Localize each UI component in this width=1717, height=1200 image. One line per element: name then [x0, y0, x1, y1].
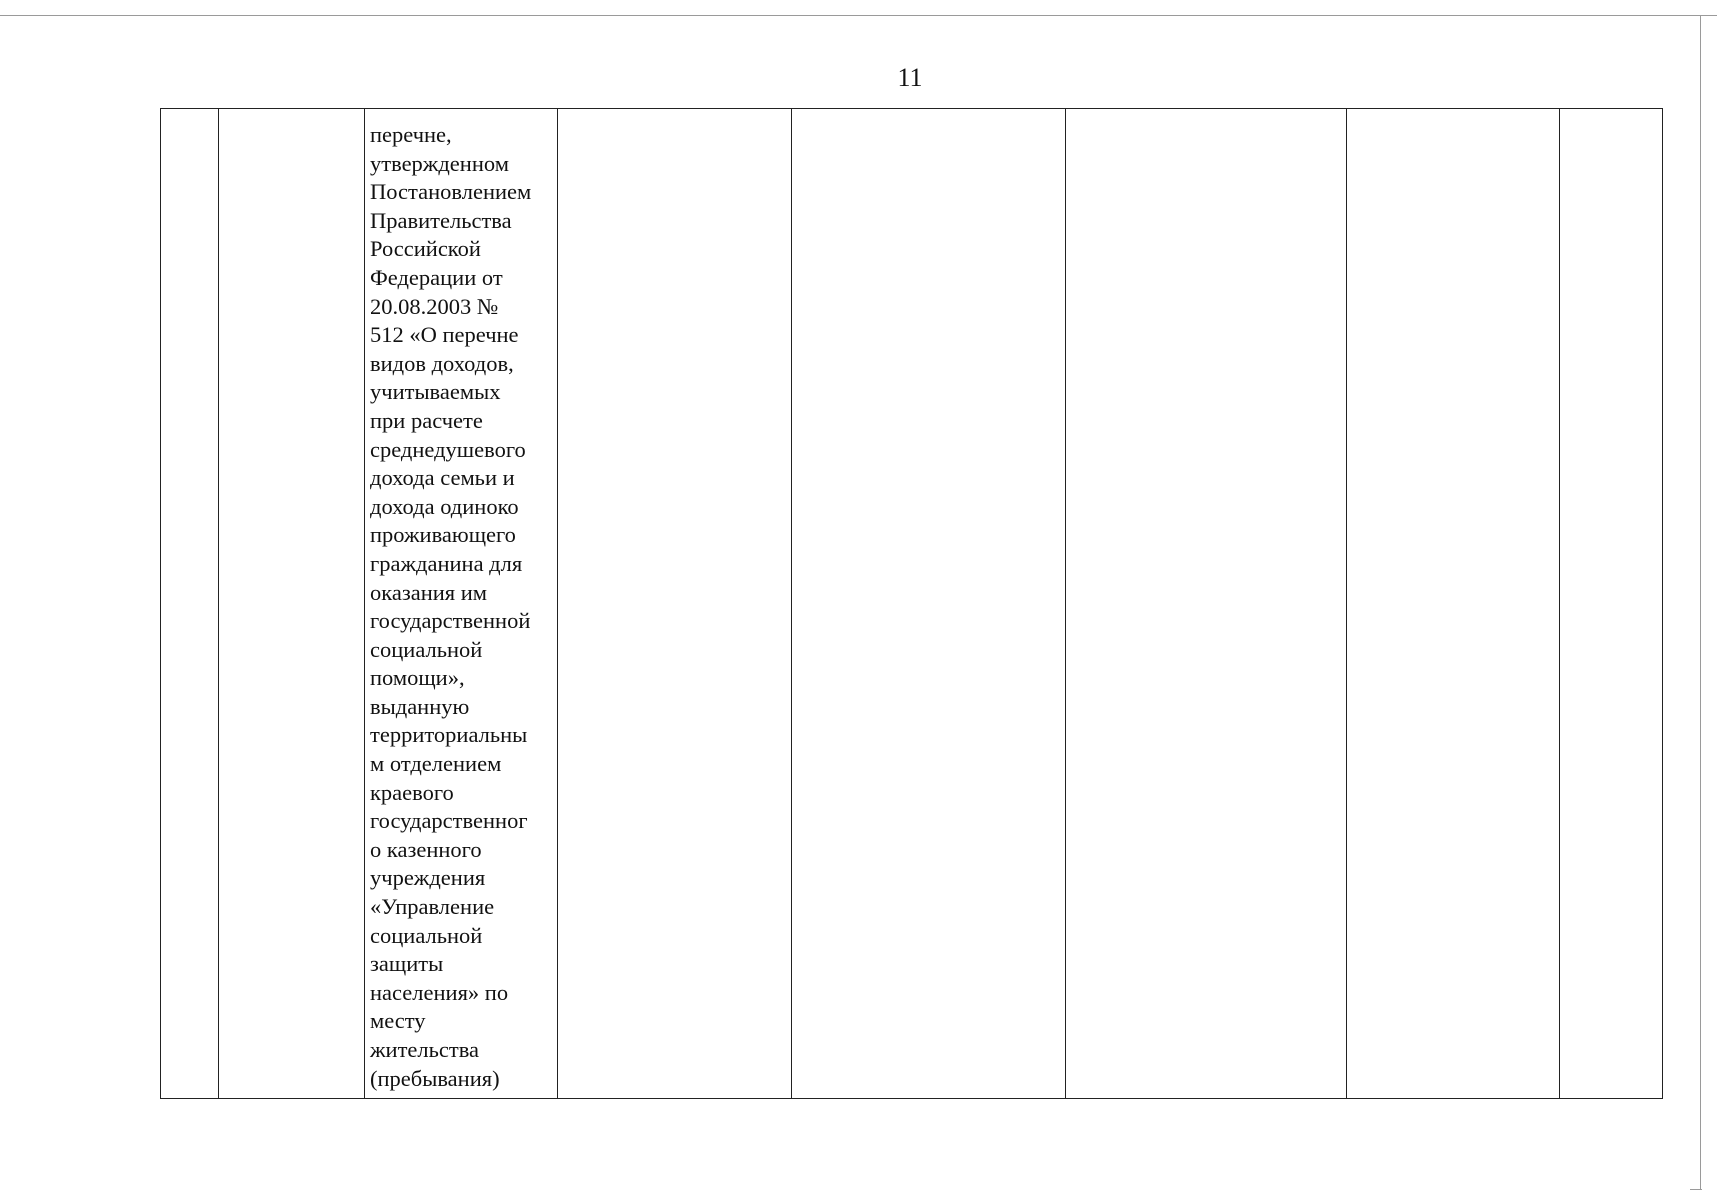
- cell-text-line: 20.08.2003 №: [370, 293, 499, 319]
- cell-text-line: утвержденном: [370, 150, 509, 176]
- cell-text-line: помощи»,: [370, 665, 465, 691]
- cell-text-line: видов доходов,: [370, 350, 514, 376]
- cell-text-line: государственной: [370, 608, 531, 634]
- table-cell-3: [365, 109, 558, 1099]
- cell-text-line: защиты: [370, 951, 444, 977]
- cell-text-line: перечне,: [370, 122, 452, 147]
- cell-text-line: среднедушевого: [370, 436, 526, 462]
- cell-text-line: территориальны: [370, 722, 528, 748]
- cell-text-line: (пребывания): [370, 1065, 500, 1091]
- table-cell-2: [219, 109, 365, 1099]
- cell-text-line: «Управление: [370, 894, 495, 920]
- cell-text-line: выданную: [370, 693, 470, 719]
- cell-text-line: Правительства: [370, 207, 512, 233]
- cell-text-line: дохода семьи и: [370, 465, 515, 491]
- table-cell-4: [558, 109, 792, 1099]
- cell-text-line: социальной: [370, 922, 483, 948]
- cell-text-line: о казенного: [370, 836, 482, 862]
- cell-text-line: Постановлением: [370, 179, 532, 205]
- document-table: [160, 108, 1663, 1099]
- cell-text-line: м отделением: [370, 751, 502, 777]
- scan-bottom-edge: [1690, 1189, 1702, 1190]
- cell-text-line: социальной: [370, 636, 483, 662]
- cell-text-line: проживающего: [370, 522, 516, 548]
- cell-text-line: оказания им: [370, 579, 488, 605]
- cell-text-line: месту: [370, 1008, 426, 1034]
- table-cell-1: [161, 109, 219, 1099]
- scan-top-edge: [0, 15, 1717, 16]
- table-cell-5: [792, 109, 1066, 1099]
- cell-text-line: дохода одиноко: [370, 493, 519, 519]
- table-cell-8: [1560, 109, 1663, 1099]
- cell-text-line: краевого: [370, 779, 454, 805]
- cell-text-line: 512 «О перечне: [370, 322, 519, 348]
- cell-text-line: государственног: [370, 808, 528, 834]
- cell-text-line: жительства: [370, 1037, 480, 1062]
- cell-text-line: Федерации от: [370, 264, 503, 290]
- page-number: 11: [897, 63, 923, 92]
- scan-right-edge: [1700, 15, 1701, 1190]
- cell-text-line: учитываемых: [370, 379, 501, 405]
- table-cell-7: [1347, 109, 1560, 1099]
- cell-text-line: учреждения: [370, 865, 486, 891]
- cell-text-line: Российской: [370, 236, 481, 262]
- cell-text-line: гражданина для: [370, 550, 523, 576]
- table-row: [161, 109, 1663, 1099]
- table-cell-6: [1066, 109, 1347, 1099]
- cell-text-line: при расчете: [370, 407, 483, 433]
- cell-text-line: населения» по: [370, 979, 509, 1005]
